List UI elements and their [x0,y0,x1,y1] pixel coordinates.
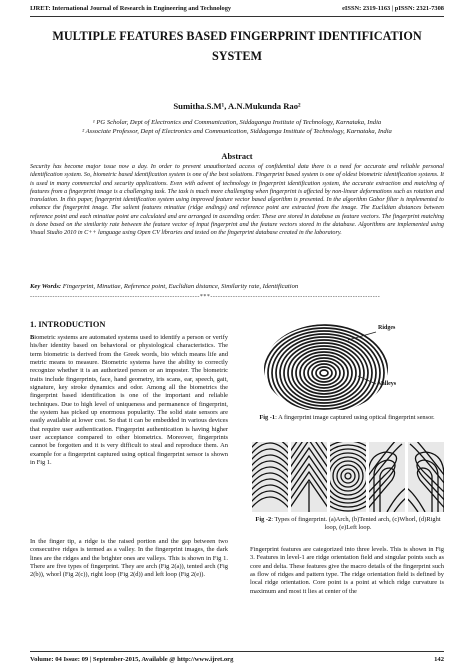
abstract-heading: Abstract [221,152,253,161]
intro-paragraph-1 [30,334,228,468]
fingerprint-types-image [252,442,444,512]
section-heading-introduction: 1. INTRODUCTION [30,320,106,329]
label-ridges: Ridges [378,325,396,331]
dropcap: B [30,334,35,341]
page-number: 142 [434,656,444,663]
intro-paragraph-1-text: iometric systems are automated systems used to identify a person or verify his/her identity based on behavioral or physiological characteristics. The term biometric is derived from the Greek words, bio which means life and metric means to measure. Biometric systems have the ability to correctly recognize whether it is an authorized person or an imposter. The biometric traits include fingerprints, face, hand geometry, iris scans, ear, speech, gait, signature, key stroke dynamics and odor. Among all the biometrics the fingerprint based identification is one of the important and reliable techniques. Due to high level of uniqueness and permanence of fingerprint, the system has picked up enormous popularity. The solid state sensors are easily available at lower cost. So that it can be embedded in various devices that require user authentication. Fingerprint authentication is having higher user acceptance compared to other biometrics. Moreover, fingerprints cannot be forgotten and it is very difficult to steal and reproduce them. An example for a fingerprint captured using optical fingerprint sensor is shown in Fig 1. [30,334,228,467]
keywords-list: Fingerprint, Minutiae, Reference point, Euclidian distance, Similarity rate, Identification [61,283,299,290]
fingerprint-types-illustration [252,442,444,512]
keywords [30,283,444,290]
footer-divider [30,651,444,652]
fig2-caption [252,516,444,532]
intro-paragraph-2: In the finger tip, a ridge is the raised portion and the gap between two consecutive ridges is termed as a valley. In the fingerprint images, the dark lines are the ridges and the brighter ones are valleys. This is shown in Fig 1. There are five types of fingerprint. They are arch (Fig 2(a)), tented arch (Fig 2(b)), whorl (Fig 2(c)), right loop (Fig 2(d)) and left loop (Fig 2(e)). [30,538,228,579]
header-divider [30,16,444,17]
abstract-text: Security has become major issue now a day. In order to prevent unauthorized access of confidential data there is a need for accurate and reliable personal identification system. So, biometric based identification system is one of the best solutions. Fingerprint based system is one of oldest biometric identification systems. It is used in many commercial and security applications. Even with advent of technology in fingerprint identification system, the accurate extraction and matching of features from a fingerprint image is a challenging task. The task is much more challenging when fingerprint is affected by non-linear deformations such as rotation and translation. In this paper, fingerprint identification system using improved feature vector based algorithm is presented. In the algorithm Gabor filter is implemented to enhance the fingerprint image. The salient features minutiae (ridge endings) and reference point are extracted from the image. The Euclidian distances between reference point and each minutiae point are calculated and are arranged in ascending order. These are stored in database as feature vectors. The fingerprint matching is done based on the similarity rate between the feature vector of input fingerprint and the feature vectors stored in the database. Algorithms are implemented using Visual Studio 2010 in C++ language using Open CV libraries and tested on the fingerprint database created in the laboratory. [30,164,444,237]
fig2-caption-text: : Types of fingerprint. (a)Arch, (b)Tented arch, (c)Whorl, (d)Right loop, (e)Left loop. [271,516,441,531]
authors: Sumitha.S.M¹, A.N.Mukunda Rao² [173,101,301,111]
fingerprint-image [258,318,398,410]
paper-title: MULTIPLE FEATURES BASED FINGERPRINT IDENTIFICATION SYSTEM [52,29,422,63]
section-separator: --------------------------------------------------------------------***-------------------------------------------------------------------- [30,294,381,300]
affiliation-2: ² Associate Professor, Dept of Electronics and Communication, Siddaganga Institute of Technology, Karnataka, India [82,128,392,135]
label-valleys: Valleys [378,381,397,387]
keywords-label: Key Words: [30,283,62,290]
fingerprint-illustration [258,318,398,410]
affiliation-1: ¹ PG Scholar, Dept of Electronics and Communication, Siddaganga Institute of Technology, Karnataka, India [92,119,382,126]
right-paragraph-1: Fingerprint features are categorized into three levels. This is shown in Fig 3. Features in level-1 are ridge orientation field and singular points such as core and delta. These features give the macro details of the fingerprint such as flow of ridges and pattern type. The ridge orientation field is defined by local ridge orientation. Core point is a point at which ridge curvature is maximum and most it lies at center of the [250,546,444,595]
journal-header: IJRET: International Journal of Research in Engineering and Technology [30,5,232,12]
fig2-caption-label: Fig -2 [255,516,272,523]
fig1-caption [252,414,442,422]
fig1-caption-text: : A fingerprint image captured using optical fingerprint sensor. [275,414,435,421]
issn-header: eISSN: 2319-1163 | pISSN: 2321-7308 [342,5,444,12]
footer-volume: Volume: 04 Issue: 09 | September-2015, Available @ http://www.ijret.org [30,656,234,663]
fig1-caption-label: Fig -1 [259,414,276,421]
